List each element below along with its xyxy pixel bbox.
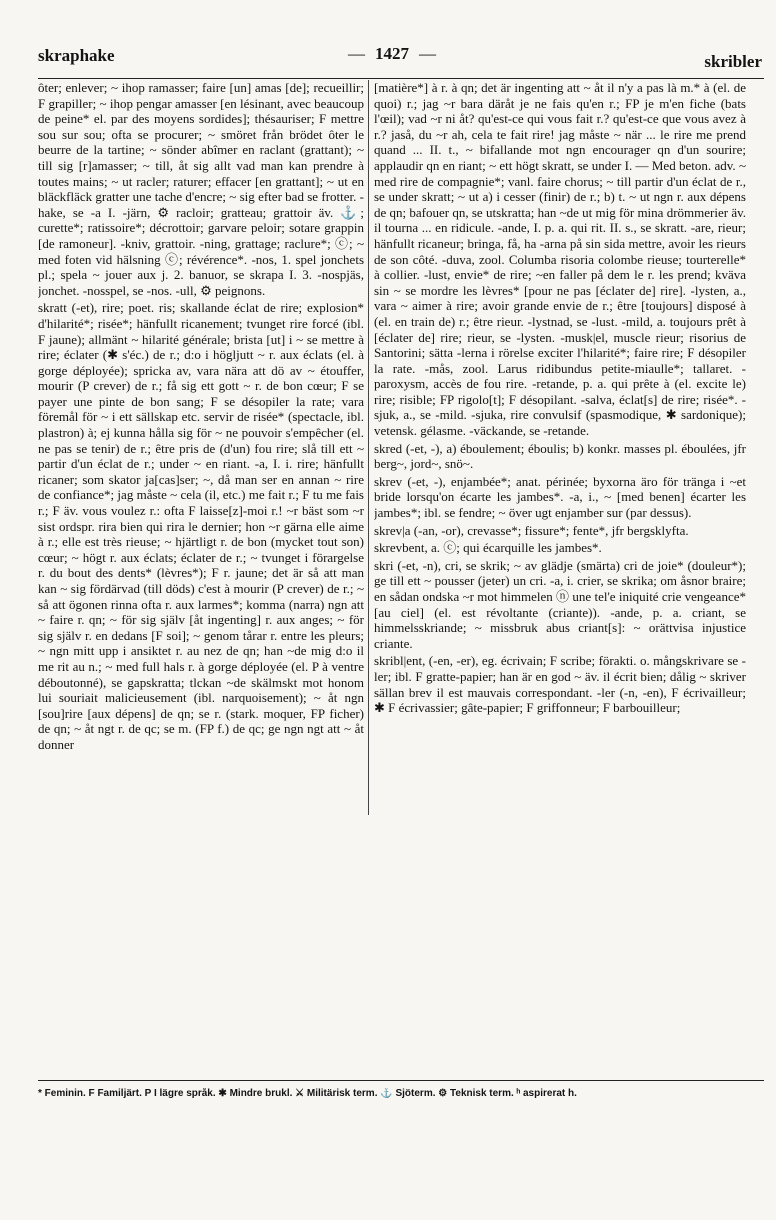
right-column: [374, 80, 746, 795]
dash-right: —: [419, 44, 436, 63]
left-column: [38, 80, 364, 795]
entry-skriblent: skribl|ent, (-en, -er), eg. écrivain; F scribe; förakti. o. mångskrivare se -ler; ibl. F gratte-papier; han är en god ~ äv. il écrit bien; dålig ~ skriver sällan brev il est mauvais correspondant. -ler (-n, -en), F écrivailleur; ✱ F écrivassier; gâte-papier; F griffonneur; F barbouilleur;: [374, 653, 746, 716]
header-rule: [38, 78, 764, 79]
abbreviation-legend: * Feminin. F Familjärt. P I lägre språk. ✱ Mindre brukl. ⚔ Militärisk term. ⚓ Sjöterm. ⚙ Teknisk term. ʰ aspirerat h.: [38, 1088, 577, 1099]
left-guide-word: skraphake: [38, 46, 115, 65]
right-guide-word: skribler: [704, 52, 762, 71]
entry-skrev: skrev (-et, -), enjambée*; anat. périnée; byxorna äro för tränga i ~et bride lorsqu'on écarte les jambes*. -a, i., ~ [med benen] écarter les jambes*; ibl. se fendre; ~ över ugt enjamber sur (par dessus).: [374, 473, 746, 521]
entry-skred: skred (-et, -), a) éboulement; éboulis; b) konkr. masses pl. éboulées, jfr berg~, jord~, snö~.: [374, 440, 746, 472]
entry-skreva: skrev|a (-an, -or), crevasse*; fissure*; fente*, jfr bergsklyfta.: [374, 522, 689, 538]
dash-left: —: [348, 44, 365, 63]
footnote-rule: [38, 1080, 764, 1081]
column-divider: [368, 80, 369, 815]
entry-skrevbent: skrevbent, a. ⓒ; qui écarquille les jambes*.: [374, 540, 602, 556]
entry-skri: skri (-et, -n), cri, se skrik; ~ av glädje (smärta) cri de joie* (douleur*); ge till ett ~ pousser (jeter) un cri. -a, i. crier, se skrika; om åsnor braire; en sådan ondska ~r mot himmelen ⓝ une tel'e iniquité crie vengeance* [au ciel] (el. est révoltante (criante)). -ande, p. a. criant, se himmelsskriande; ~ missbruk abus criant[s]: ~ orättvisa injustice criante.: [374, 557, 746, 651]
page-header: [38, 38, 764, 78]
entry-skratta-cont: [matière*] à r. à qn; det är ingenting att ~ åt il n'y a pas là m.* à (el. de quoi) r.; jag ~r bara däråt je ne fais qu'en r.; FP je m'en fiche (bats l'œil); vad ~r ni åt? qu'est-ce qui vous fait r.? qu'est-ce que vous avez à r.? jaså, du ~r ah, cela te fait rire! jag måste ~ när ... le rire me prend quand ... II. t., ~ bifallande mot ngn encourager qn d'un sourire; applaudir qn en riant; ~ ett högt skratt, se under I. — Med beton. adv. ~ med rire de compagnie*; vanl. faire chorus; ~ till partir d'un éclat de r., se under skratt; ~ ut a) i cesser (finir) de r.; b) t. ~ ut ngn r. aux dépens de qn; bafouer qn, se utskratta; han ~de ut mig för mina drömmerier äv. il tourna ... en ridicule. -ande, I. p. a. qui rit. II. s., se skratt. -are, rieur; hänfullt ricaneur; bringa, få, ha -arna på sin sida mettre, avoir les rieurs de son côté. -duva, zool. Columba risoria colombe rieuse; tourterelle* à collier. -lust, envie* de rire; ~en faller på dem le r. les prend; kväva sin ~ se mordre les lèvres* [pour ne pas [éclater de] rire]. -lysten, a., vara ~ aimer à rire; avoir grande envie de r.; être [toujours] disposé à (el. en train de) r.; être rieur. -lystnad, se -lust. -mild, a. toujours prêt à [éclater de] rire; rieur, se -lysten. -musk|el, muscle rieur; risorius de Santorini; sätta -lerna i rörelse exciter l'hilarité*; faire rire; F désopiler la rate. -mås, zool. Larus ridibundus petite-miaulle*; tallaret. -paroxysm, accès de fou rire. -retande, p. a. qui prête à (el. excite le) rire; risible; FP rigolo[t]; F désopilant. -salva, éclat[s] de rire; risée*. -sjuk, a., se -mild. -sjuka, rire convulsif (spasmodique, ✱ sardonique); vetensk. gélasme. -väckande, se -retande.: [374, 80, 746, 439]
page-number: 1427: [375, 44, 409, 63]
page-number-block: [338, 44, 446, 64]
entry-skratt: skratt (-et), rire; poet. ris; skallande éclat de rire; explosion* d'hilarité*; risée*; hänfullt ricanement; tvunget rire forcé (ibl. F jaune); allmänt ~ hilarité générale; brista [ut] i ~ se mettre à rire; éclater (✱ s'éc.) de r.; d:o i högljutt ~ r. aux éclats (el. à gorge déployée); spricka av, vara nära att dö av ~ étouffer, mourir (P crever) de r.; få sig ett gott ~ r. de bon cœur; F se payer une pinte de bon sang; F se désopiler la rate; vara föremål för ~ i ett sällskap etc. servir de risée* (spectacle, ibl. plastron) à; ej kunna hålla sig för ~ ne pouvoir s'empêcher (el. ne pas se tenir) de r.; être pris de (d'un) fou rire; slå till ett ~ partir d'un éclat de r.; under ~ en riant. -a, I. i. rire; hänfullt ricaner; som skator ja[cas]ser; ~, då man ser en annan ~ rire de confiance*; jag måste ~ cela (il, etc.) me fait r.; F tu me fais r.; F äv. vous voulez r.: ofta F laisse[z]-moi r.! ~r bäst som ~r sist ordspr. rira bien qui rira le dernier; hon ~r gärna elle aime à r.; elle est très rieuse; ~ hjärtligt r. de bon (mycket tout son) cœur; ~ högt r. aux éclats; éclater de r.; ~ tvunget i förargelse r. du bout des dents* (lèvres*); F r. jaune; det är så att man kan ~ sig fördärvad (till döds) c'est à mourir (P crever) de r.; ~ så att ögonen rinna ofta r. aux larmes*; komma (narra) ngn att ~ faire r. qn; ~ för sig själv [åt ingenting] r. aux anges; ~ för sig själv r. en dedans [F soi]; ~ genom tårar r. entre les pleurs; ~ ngn mitt upp i ansiktet r. au nez de qn; han ~de mig d:o il me rit au n.; ~ med full hals r. à gorge déployée (el. P à ventre déboutonné), se gapskratta; tlckan ~de skälmskt mot honom lui souriait malicieusement (ibl. narquoisement); ~ åt ngn [sou]rire [aux dépens] de qn; se r. (stark. moquer, FP ficher) de qn; ~ åt ngt r. de qc; se m. (FP f.) de qc; ge ngn ngt att ~ åt donner: [38, 300, 364, 752]
entry-skraphake: ôter; enlever; ~ ihop ramasser; faire [un] amas [de]; recueillir; F grapiller; ~ ihop pengar amasser [en lésinant, avec beaucoup de peine* el. par des moyens sordides]; thésauriser; F mettre sou sur sou; ofta se procurer; ~ smöret från brödet ôter le beurre de la tartine; ~ sönder abîmer en raclant (grattant); ~ till sig [r]amasser; ~ till, åt sig allt vad man kan prendre à toutes mains; ~ ut racler; raturer; effacer [en grattant]; ~ ut en bläckfläck gratter une tache d'encre; ~ sig efter bad se frotter. -hake, se -a I. -järn, ⚙ racloir; gratteau; grattoir äv. ⚓; curette*; ratissoire*; décrottoir; garvare peloir; sotare grappin [de ramoneur]. -kniv, grattoir. -ning, grattage; raclure*; ⓒ; ~ med foten vid hälsning ⓒ; révérence*. -nos, 1. spel jonchets pl.; spela ~ jouer aux j. 2. banuor, se skrapa I. 3. -nospjäs, jonchet. -nosspel, se -nos. -ull, ⚙ peignons.: [38, 80, 364, 298]
